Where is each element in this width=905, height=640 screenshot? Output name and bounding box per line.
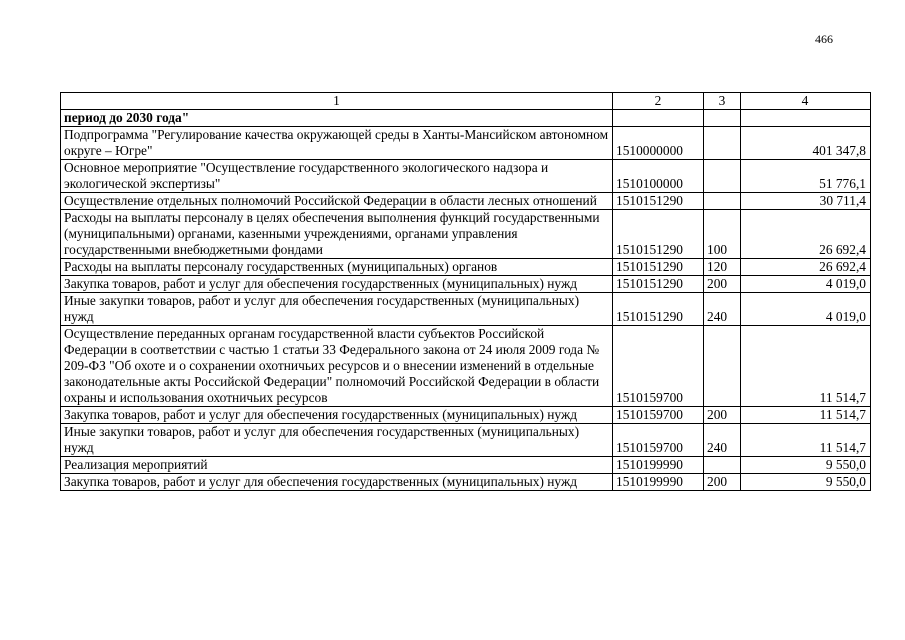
table-row <box>61 210 871 259</box>
table-row <box>61 259 871 276</box>
row-name: Реализация мероприятий <box>61 457 613 474</box>
row-expense-type: 240 <box>704 293 741 326</box>
row-amount: 4 019,0 <box>741 293 871 326</box>
row-amount: 401 347,8 <box>741 127 871 160</box>
row-code: 1510151290 <box>613 193 704 210</box>
section-title: период до 2030 года" <box>61 110 613 127</box>
row-name: Осуществление переданных органам государственной власти субъектов Российской Федерации в соответствии с частью 1 статьи 33 Федерального закона от 24 июля 2009 года № 209-ФЗ "Об охоте и о сохранении охотничьих ресурсов и о внесении изменений в отдельные законодательные акты Российской Федерации" полномочий Российской Федерации в области охраны и использования охотничьих ресурсов <box>61 326 613 407</box>
row-code: 1510100000 <box>613 160 704 193</box>
header-cell-2: 2 <box>613 93 704 110</box>
row-code: 1510159700 <box>613 407 704 424</box>
budget-table <box>60 92 871 491</box>
row-amount: 9 550,0 <box>741 474 871 491</box>
table-header-row <box>61 93 871 110</box>
row-name: Подпрограмма "Регулирование качества окружающей среды в Ханты-Мансийском автономном округе – Югре" <box>61 127 613 160</box>
row-amount: 11 514,7 <box>741 407 871 424</box>
row-code: 1510199990 <box>613 474 704 491</box>
section-title-row <box>61 110 871 127</box>
table-row <box>61 127 871 160</box>
row-code: 1510151290 <box>613 259 704 276</box>
table-row <box>61 326 871 407</box>
row-amount: 4 019,0 <box>741 276 871 293</box>
table-row <box>61 474 871 491</box>
table-row <box>61 407 871 424</box>
row-name: Основное мероприятие "Осуществление государственного экологического надзора и экологической экспертизы" <box>61 160 613 193</box>
row-expense-type <box>704 160 741 193</box>
header-cell-1: 1 <box>61 93 613 110</box>
table-row <box>61 160 871 193</box>
row-expense-type: 100 <box>704 210 741 259</box>
row-code: 1510199990 <box>613 457 704 474</box>
row-name: Иные закупки товаров, работ и услуг для обеспечения государственных (муниципальных) нужд <box>61 424 613 457</box>
table-row <box>61 193 871 210</box>
row-expense-type <box>704 457 741 474</box>
row-name: Иные закупки товаров, работ и услуг для обеспечения государственных (муниципальных) нужд <box>61 293 613 326</box>
table-row <box>61 424 871 457</box>
row-expense-type: 200 <box>704 276 741 293</box>
row-amount: 26 692,4 <box>741 210 871 259</box>
row-amount: 30 711,4 <box>741 193 871 210</box>
row-code: 1510000000 <box>613 127 704 160</box>
section-empty-cell <box>704 110 741 127</box>
budget-table-body <box>61 93 871 491</box>
row-expense-type <box>704 193 741 210</box>
row-expense-type: 200 <box>704 407 741 424</box>
table-row <box>61 293 871 326</box>
row-expense-type: 240 <box>704 424 741 457</box>
row-expense-type <box>704 127 741 160</box>
row-name: Закупка товаров, работ и услуг для обеспечения государственных (муниципальных) нужд <box>61 407 613 424</box>
row-amount: 9 550,0 <box>741 457 871 474</box>
row-expense-type: 120 <box>704 259 741 276</box>
row-name: Закупка товаров, работ и услуг для обеспечения государственных (муниципальных) нужд <box>61 474 613 491</box>
row-name: Осуществление отдельных полномочий Российской Федерации в области лесных отношений <box>61 193 613 210</box>
row-code: 1510151290 <box>613 276 704 293</box>
row-amount: 11 514,7 <box>741 326 871 407</box>
row-name: Закупка товаров, работ и услуг для обеспечения государственных (муниципальных) нужд <box>61 276 613 293</box>
header-cell-3: 3 <box>704 93 741 110</box>
header-cell-4: 4 <box>741 93 871 110</box>
section-empty-cell <box>741 110 871 127</box>
page-number: 466 <box>815 32 833 46</box>
row-code: 1510159700 <box>613 326 704 407</box>
row-code: 1510159700 <box>613 424 704 457</box>
row-expense-type: 200 <box>704 474 741 491</box>
row-code: 1510151290 <box>613 293 704 326</box>
row-expense-type <box>704 326 741 407</box>
row-name: Расходы на выплаты персоналу государственных (муниципальных) органов <box>61 259 613 276</box>
row-amount: 26 692,4 <box>741 259 871 276</box>
table-row <box>61 276 871 293</box>
row-amount: 11 514,7 <box>741 424 871 457</box>
row-code: 1510151290 <box>613 210 704 259</box>
row-amount: 51 776,1 <box>741 160 871 193</box>
row-name: Расходы на выплаты персоналу в целях обеспечения выполнения функций государственными (муниципальными) органами, казенными учреждениями, органами управления государственными внебюджетными фондами <box>61 210 613 259</box>
table-row <box>61 457 871 474</box>
section-empty-cell <box>613 110 704 127</box>
